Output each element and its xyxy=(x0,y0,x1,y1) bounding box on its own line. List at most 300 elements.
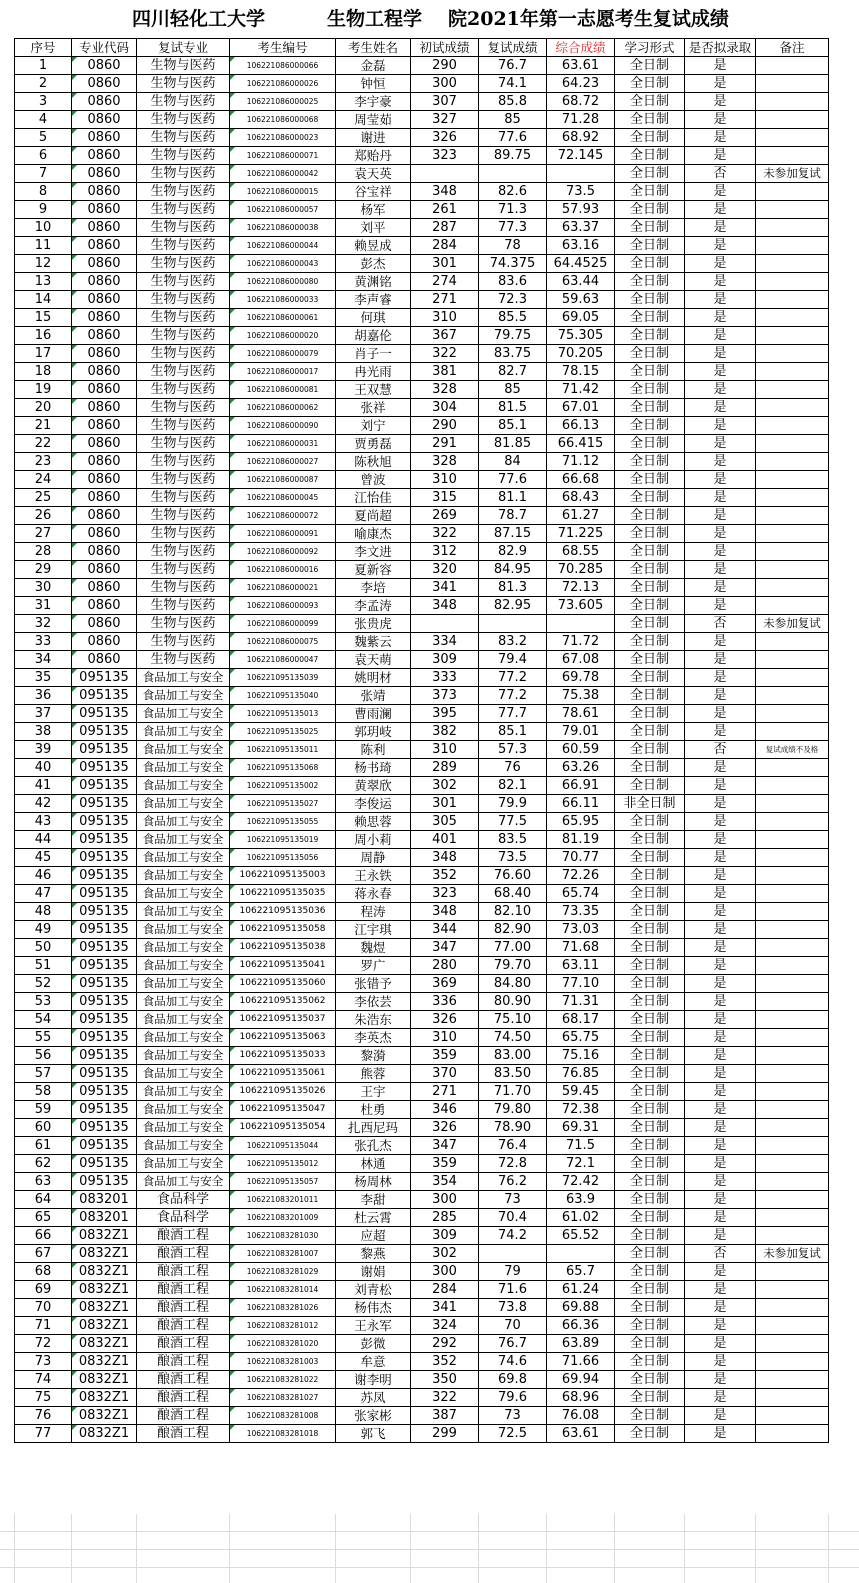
cell-major[interactable]: 生物与医药 xyxy=(137,651,230,669)
cell-initial-score[interactable]: 302 xyxy=(411,1245,479,1263)
cell-name[interactable]: 谷宝祥 xyxy=(336,183,411,201)
cell-remark[interactable] xyxy=(756,777,829,795)
cell-retest-score[interactable]: 57.3 xyxy=(479,741,547,759)
cell-index[interactable]: 14 xyxy=(15,291,72,309)
cell-initial-score[interactable]: 341 xyxy=(411,579,479,597)
cell-major[interactable]: 食品加工与安全 xyxy=(137,777,230,795)
cell-major[interactable]: 生物与医药 xyxy=(137,129,230,147)
cell-remark[interactable] xyxy=(756,597,829,615)
cell-study-mode[interactable]: 全日制 xyxy=(615,75,685,93)
cell-major[interactable]: 食品加工与安全 xyxy=(137,1011,230,1029)
cell-index[interactable]: 67 xyxy=(15,1245,72,1263)
cell-major-code[interactable]: 095135 xyxy=(72,867,137,885)
cell-index[interactable]: 34 xyxy=(15,651,72,669)
cell-major-code[interactable]: 095135 xyxy=(72,1029,137,1047)
cell-total-score[interactable]: 63.61 xyxy=(547,1425,615,1443)
cell-name[interactable]: 杜勇 xyxy=(336,1101,411,1119)
cell-major[interactable]: 食品加工与安全 xyxy=(137,795,230,813)
cell-retest-score[interactable]: 70.4 xyxy=(479,1209,547,1227)
cell-study-mode[interactable]: 全日制 xyxy=(615,1299,685,1317)
cell-name[interactable]: 江宇琪 xyxy=(336,921,411,939)
cell-major-code[interactable]: 0860 xyxy=(72,363,137,381)
cell-initial-score[interactable]: 401 xyxy=(411,831,479,849)
cell-major[interactable]: 生物与医药 xyxy=(137,597,230,615)
cell-major-code[interactable]: 095135 xyxy=(72,759,137,777)
cell-study-mode[interactable]: 全日制 xyxy=(615,363,685,381)
cell-initial-score[interactable] xyxy=(411,615,479,633)
cell-remark[interactable] xyxy=(756,363,829,381)
cell-study-mode[interactable]: 全日制 xyxy=(615,1209,685,1227)
cell-exam-id[interactable]: 106221095135058 xyxy=(230,921,336,939)
cell-name[interactable]: 王双慧 xyxy=(336,381,411,399)
cell-admitted[interactable]: 是 xyxy=(685,1029,756,1047)
cell-initial-score[interactable]: 315 xyxy=(411,489,479,507)
cell-initial-score[interactable]: 370 xyxy=(411,1065,479,1083)
cell-study-mode[interactable]: 全日制 xyxy=(615,435,685,453)
cell-exam-id[interactable]: 106221095135037 xyxy=(230,1011,336,1029)
cell-retest-score[interactable] xyxy=(479,165,547,183)
cell-name[interactable]: 杨周林 xyxy=(336,1173,411,1191)
cell-admitted[interactable]: 是 xyxy=(685,543,756,561)
cell-index[interactable]: 2 xyxy=(15,75,72,93)
cell-remark[interactable] xyxy=(756,1209,829,1227)
cell-name[interactable]: 赖昱成 xyxy=(336,237,411,255)
cell-total-score[interactable]: 75.305 xyxy=(547,327,615,345)
cell-exam-id[interactable]: 106221083201011 xyxy=(230,1191,336,1209)
cell-remark[interactable] xyxy=(756,147,829,165)
cell-major[interactable]: 酿酒工程 xyxy=(137,1281,230,1299)
cell-name[interactable]: 谢娟 xyxy=(336,1263,411,1281)
cell-admitted[interactable]: 是 xyxy=(685,345,756,363)
cell-study-mode[interactable]: 全日制 xyxy=(615,1227,685,1245)
cell-initial-score[interactable]: 261 xyxy=(411,201,479,219)
cell-total-score[interactable]: 75.38 xyxy=(547,687,615,705)
cell-index[interactable]: 55 xyxy=(15,1029,72,1047)
cell-name[interactable]: 魏紫云 xyxy=(336,633,411,651)
cell-initial-score[interactable]: 307 xyxy=(411,93,479,111)
cell-index[interactable]: 64 xyxy=(15,1191,72,1209)
cell-remark[interactable] xyxy=(756,813,829,831)
cell-study-mode[interactable]: 全日制 xyxy=(615,165,685,183)
cell-retest-score[interactable]: 71.70 xyxy=(479,1083,547,1101)
cell-initial-score[interactable]: 310 xyxy=(411,309,479,327)
cell-study-mode[interactable]: 全日制 xyxy=(615,705,685,723)
cell-study-mode[interactable]: 全日制 xyxy=(615,957,685,975)
cell-major-code[interactable]: 095135 xyxy=(72,795,137,813)
cell-exam-id[interactable]: 106221086000062 xyxy=(230,399,336,417)
cell-study-mode[interactable]: 全日制 xyxy=(615,1407,685,1425)
cell-name[interactable]: 李俊运 xyxy=(336,795,411,813)
cell-major-code[interactable]: 0860 xyxy=(72,579,137,597)
cell-major[interactable]: 食品加工与安全 xyxy=(137,813,230,831)
cell-remark[interactable] xyxy=(756,921,829,939)
cell-retest-score[interactable]: 78.90 xyxy=(479,1119,547,1137)
cell-exam-id[interactable]: 106221086000023 xyxy=(230,129,336,147)
cell-major-code[interactable]: 095135 xyxy=(72,669,137,687)
cell-remark[interactable] xyxy=(756,957,829,975)
cell-major[interactable]: 生物与医药 xyxy=(137,417,230,435)
cell-remark[interactable]: 复试成绩不及格 xyxy=(756,741,829,759)
cell-retest-score[interactable]: 77.2 xyxy=(479,687,547,705)
cell-exam-id[interactable]: 106221083281003 xyxy=(230,1353,336,1371)
cell-retest-score[interactable]: 77.6 xyxy=(479,471,547,489)
cell-exam-id[interactable]: 106221095135054 xyxy=(230,1119,336,1137)
cell-retest-score[interactable]: 84.80 xyxy=(479,975,547,993)
cell-major[interactable]: 生物与医药 xyxy=(137,435,230,453)
cell-total-score[interactable]: 69.05 xyxy=(547,309,615,327)
cell-major[interactable]: 生物与医药 xyxy=(137,57,230,75)
cell-study-mode[interactable]: 全日制 xyxy=(615,633,685,651)
cell-major[interactable]: 生物与医药 xyxy=(137,489,230,507)
cell-admitted[interactable]: 是 xyxy=(685,1299,756,1317)
cell-exam-id[interactable]: 106221095135044 xyxy=(230,1137,336,1155)
cell-remark[interactable] xyxy=(756,831,829,849)
cell-major[interactable]: 酿酒工程 xyxy=(137,1227,230,1245)
cell-exam-id[interactable]: 106221095135057 xyxy=(230,1173,336,1191)
cell-total-score[interactable]: 66.36 xyxy=(547,1317,615,1335)
cell-admitted[interactable]: 是 xyxy=(685,579,756,597)
cell-retest-score[interactable]: 89.75 xyxy=(479,147,547,165)
cell-name[interactable]: 杨伟杰 xyxy=(336,1299,411,1317)
cell-major-code[interactable]: 0832Z1 xyxy=(72,1425,137,1443)
cell-index[interactable]: 25 xyxy=(15,489,72,507)
cell-index[interactable]: 12 xyxy=(15,255,72,273)
cell-major[interactable]: 生物与医药 xyxy=(137,201,230,219)
cell-retest-score[interactable]: 85.5 xyxy=(479,309,547,327)
cell-name[interactable]: 姚明材 xyxy=(336,669,411,687)
cell-study-mode[interactable]: 全日制 xyxy=(615,453,685,471)
cell-initial-score[interactable]: 328 xyxy=(411,381,479,399)
cell-name[interactable]: 刘平 xyxy=(336,219,411,237)
cell-major[interactable]: 酿酒工程 xyxy=(137,1371,230,1389)
cell-study-mode[interactable]: 全日制 xyxy=(615,291,685,309)
cell-index[interactable]: 56 xyxy=(15,1047,72,1065)
cell-study-mode[interactable]: 全日制 xyxy=(615,183,685,201)
cell-major-code[interactable]: 0860 xyxy=(72,309,137,327)
cell-retest-score[interactable]: 79 xyxy=(479,1263,547,1281)
cell-study-mode[interactable]: 全日制 xyxy=(615,309,685,327)
cell-retest-score[interactable]: 82.10 xyxy=(479,903,547,921)
cell-name[interactable]: 陈利 xyxy=(336,741,411,759)
cell-remark[interactable] xyxy=(756,183,829,201)
cell-name[interactable]: 刘青松 xyxy=(336,1281,411,1299)
cell-exam-id[interactable]: 106221086000043 xyxy=(230,255,336,273)
cell-index[interactable]: 51 xyxy=(15,957,72,975)
cell-total-score[interactable]: 69.31 xyxy=(547,1119,615,1137)
cell-study-mode[interactable]: 全日制 xyxy=(615,993,685,1011)
cell-name[interactable]: 李声睿 xyxy=(336,291,411,309)
cell-retest-score[interactable]: 81.3 xyxy=(479,579,547,597)
cell-study-mode[interactable]: 全日制 xyxy=(615,867,685,885)
cell-total-score[interactable]: 68.72 xyxy=(547,93,615,111)
cell-total-score[interactable]: 63.89 xyxy=(547,1335,615,1353)
cell-name[interactable]: 李培 xyxy=(336,579,411,597)
cell-remark[interactable] xyxy=(756,1227,829,1245)
cell-study-mode[interactable]: 全日制 xyxy=(615,1029,685,1047)
cell-total-score[interactable] xyxy=(547,1245,615,1263)
cell-total-score[interactable]: 68.17 xyxy=(547,1011,615,1029)
cell-major-code[interactable]: 0832Z1 xyxy=(72,1371,137,1389)
cell-major-code[interactable]: 0860 xyxy=(72,561,137,579)
cell-initial-score[interactable]: 271 xyxy=(411,291,479,309)
cell-retest-score[interactable]: 84.95 xyxy=(479,561,547,579)
cell-major-code[interactable]: 0860 xyxy=(72,615,137,633)
cell-study-mode[interactable]: 全日制 xyxy=(615,507,685,525)
cell-major-code[interactable]: 095135 xyxy=(72,1173,137,1191)
cell-index[interactable]: 23 xyxy=(15,453,72,471)
cell-major[interactable]: 酿酒工程 xyxy=(137,1317,230,1335)
cell-major-code[interactable]: 0860 xyxy=(72,633,137,651)
cell-total-score[interactable]: 69.78 xyxy=(547,669,615,687)
cell-exam-id[interactable]: 106221086000068 xyxy=(230,111,336,129)
cell-study-mode[interactable]: 全日制 xyxy=(615,975,685,993)
cell-study-mode[interactable]: 全日制 xyxy=(615,597,685,615)
cell-admitted[interactable]: 是 xyxy=(685,237,756,255)
cell-major[interactable]: 食品加工与安全 xyxy=(137,1101,230,1119)
cell-retest-score[interactable]: 83.75 xyxy=(479,345,547,363)
cell-major[interactable]: 食品加工与安全 xyxy=(137,885,230,903)
cell-total-score[interactable]: 68.43 xyxy=(547,489,615,507)
cell-index[interactable]: 38 xyxy=(15,723,72,741)
cell-remark[interactable]: 未参加复试 xyxy=(756,165,829,183)
cell-admitted[interactable]: 是 xyxy=(685,777,756,795)
cell-remark[interactable] xyxy=(756,1101,829,1119)
cell-index[interactable]: 58 xyxy=(15,1083,72,1101)
cell-study-mode[interactable]: 全日制 xyxy=(615,1191,685,1209)
cell-admitted[interactable]: 是 xyxy=(685,507,756,525)
cell-index[interactable]: 59 xyxy=(15,1101,72,1119)
cell-initial-score[interactable]: 320 xyxy=(411,561,479,579)
cell-admitted[interactable]: 是 xyxy=(685,813,756,831)
cell-admitted[interactable]: 是 xyxy=(685,273,756,291)
cell-name[interactable]: 李文进 xyxy=(336,543,411,561)
cell-major[interactable]: 食品加工与安全 xyxy=(137,1137,230,1155)
cell-major[interactable]: 生物与医药 xyxy=(137,237,230,255)
cell-major[interactable]: 食品加工与安全 xyxy=(137,705,230,723)
cell-major[interactable]: 食品加工与安全 xyxy=(137,1119,230,1137)
cell-retest-score[interactable]: 77.2 xyxy=(479,669,547,687)
cell-major[interactable]: 食品加工与安全 xyxy=(137,1083,230,1101)
cell-admitted[interactable]: 是 xyxy=(685,849,756,867)
cell-initial-score[interactable]: 322 xyxy=(411,525,479,543)
cell-name[interactable]: 夏新容 xyxy=(336,561,411,579)
cell-initial-score[interactable]: 310 xyxy=(411,741,479,759)
cell-index[interactable]: 72 xyxy=(15,1335,72,1353)
cell-retest-score[interactable]: 83.2 xyxy=(479,633,547,651)
cell-initial-score[interactable]: 326 xyxy=(411,1011,479,1029)
cell-major-code[interactable]: 0860 xyxy=(72,183,137,201)
cell-index[interactable]: 36 xyxy=(15,687,72,705)
cell-retest-score[interactable]: 82.7 xyxy=(479,363,547,381)
cell-name[interactable]: 张家彬 xyxy=(336,1407,411,1425)
cell-name[interactable]: 喻康杰 xyxy=(336,525,411,543)
cell-study-mode[interactable]: 全日制 xyxy=(615,723,685,741)
cell-total-score[interactable]: 71.225 xyxy=(547,525,615,543)
cell-index[interactable]: 52 xyxy=(15,975,72,993)
cell-major-code[interactable]: 0860 xyxy=(72,327,137,345)
cell-index[interactable]: 68 xyxy=(15,1263,72,1281)
cell-retest-score[interactable]: 74.2 xyxy=(479,1227,547,1245)
cell-major[interactable]: 生物与医药 xyxy=(137,75,230,93)
cell-admitted[interactable]: 是 xyxy=(685,399,756,417)
cell-major[interactable]: 生物与医药 xyxy=(137,543,230,561)
cell-name[interactable]: 牟意 xyxy=(336,1353,411,1371)
cell-admitted[interactable]: 是 xyxy=(685,219,756,237)
cell-remark[interactable] xyxy=(756,381,829,399)
column-header[interactable]: 备注 xyxy=(756,39,829,57)
cell-retest-score[interactable]: 82.1 xyxy=(479,777,547,795)
cell-index[interactable]: 4 xyxy=(15,111,72,129)
cell-admitted[interactable]: 是 xyxy=(685,1173,756,1191)
cell-total-score[interactable]: 72.26 xyxy=(547,867,615,885)
cell-remark[interactable] xyxy=(756,219,829,237)
cell-total-score[interactable]: 69.94 xyxy=(547,1371,615,1389)
cell-remark[interactable] xyxy=(756,903,829,921)
cell-major-code[interactable]: 0832Z1 xyxy=(72,1317,137,1335)
cell-index[interactable]: 53 xyxy=(15,993,72,1011)
cell-exam-id[interactable]: 106221095135035 xyxy=(230,885,336,903)
cell-retest-score[interactable]: 83.5 xyxy=(479,831,547,849)
cell-study-mode[interactable]: 全日制 xyxy=(615,1011,685,1029)
cell-remark[interactable] xyxy=(756,1047,829,1065)
column-header[interactable]: 复试专业 xyxy=(137,39,230,57)
cell-exam-id[interactable]: 106221095135047 xyxy=(230,1101,336,1119)
cell-retest-score[interactable]: 81.1 xyxy=(479,489,547,507)
cell-initial-score[interactable]: 274 xyxy=(411,273,479,291)
cell-initial-score[interactable]: 347 xyxy=(411,1137,479,1155)
cell-retest-score[interactable]: 77.5 xyxy=(479,813,547,831)
cell-remark[interactable] xyxy=(756,471,829,489)
cell-admitted[interactable]: 是 xyxy=(685,93,756,111)
cell-major-code[interactable]: 095135 xyxy=(72,1137,137,1155)
cell-name[interactable]: 肖子一 xyxy=(336,345,411,363)
cell-major[interactable]: 生物与医药 xyxy=(137,273,230,291)
cell-admitted[interactable]: 否 xyxy=(685,615,756,633)
cell-total-score[interactable]: 72.42 xyxy=(547,1173,615,1191)
cell-major-code[interactable]: 0832Z1 xyxy=(72,1263,137,1281)
cell-index[interactable]: 10 xyxy=(15,219,72,237)
cell-exam-id[interactable]: 106221095135002 xyxy=(230,777,336,795)
cell-total-score[interactable]: 71.66 xyxy=(547,1353,615,1371)
cell-name[interactable]: 曹雨澜 xyxy=(336,705,411,723)
cell-index[interactable]: 54 xyxy=(15,1011,72,1029)
cell-admitted[interactable]: 是 xyxy=(685,1191,756,1209)
cell-index[interactable]: 6 xyxy=(15,147,72,165)
cell-index[interactable]: 17 xyxy=(15,345,72,363)
cell-major-code[interactable]: 095135 xyxy=(72,993,137,1011)
cell-admitted[interactable]: 是 xyxy=(685,561,756,579)
cell-admitted[interactable]: 否 xyxy=(685,741,756,759)
cell-retest-score[interactable]: 79.80 xyxy=(479,1101,547,1119)
column-header[interactable]: 初试成绩 xyxy=(411,39,479,57)
cell-admitted[interactable]: 是 xyxy=(685,489,756,507)
cell-major[interactable]: 生物与医药 xyxy=(137,327,230,345)
cell-index[interactable]: 49 xyxy=(15,921,72,939)
cell-retest-score[interactable]: 77.7 xyxy=(479,705,547,723)
cell-major[interactable]: 生物与医药 xyxy=(137,291,230,309)
cell-major-code[interactable]: 0832Z1 xyxy=(72,1227,137,1245)
cell-initial-score[interactable]: 373 xyxy=(411,687,479,705)
cell-index[interactable]: 76 xyxy=(15,1407,72,1425)
cell-exam-id[interactable]: 106221086000017 xyxy=(230,363,336,381)
cell-total-score[interactable]: 78.15 xyxy=(547,363,615,381)
cell-remark[interactable] xyxy=(756,237,829,255)
cell-major-code[interactable]: 0860 xyxy=(72,471,137,489)
cell-index[interactable]: 13 xyxy=(15,273,72,291)
cell-index[interactable]: 45 xyxy=(15,849,72,867)
cell-exam-id[interactable]: 106221095135013 xyxy=(230,705,336,723)
cell-study-mode[interactable]: 全日制 xyxy=(615,831,685,849)
cell-index[interactable]: 27 xyxy=(15,525,72,543)
cell-admitted[interactable]: 是 xyxy=(685,1101,756,1119)
cell-major[interactable]: 食品科学 xyxy=(137,1209,230,1227)
cell-total-score[interactable]: 59.63 xyxy=(547,291,615,309)
cell-initial-score[interactable]: 302 xyxy=(411,777,479,795)
cell-major[interactable]: 食品加工与安全 xyxy=(137,1155,230,1173)
cell-exam-id[interactable]: 106221086000021 xyxy=(230,579,336,597)
cell-initial-score[interactable]: 334 xyxy=(411,633,479,651)
cell-total-score[interactable]: 75.16 xyxy=(547,1047,615,1065)
cell-admitted[interactable]: 是 xyxy=(685,939,756,957)
cell-total-score[interactable]: 77.10 xyxy=(547,975,615,993)
cell-total-score[interactable]: 63.37 xyxy=(547,219,615,237)
cell-initial-score[interactable]: 300 xyxy=(411,75,479,93)
cell-major[interactable]: 生物与医药 xyxy=(137,561,230,579)
cell-total-score[interactable]: 67.08 xyxy=(547,651,615,669)
cell-admitted[interactable]: 是 xyxy=(685,57,756,75)
cell-name[interactable]: 李孟涛 xyxy=(336,597,411,615)
cell-retest-score[interactable]: 83.50 xyxy=(479,1065,547,1083)
cell-exam-id[interactable]: 106221083281027 xyxy=(230,1389,336,1407)
cell-total-score[interactable]: 71.72 xyxy=(547,633,615,651)
cell-initial-score[interactable]: 336 xyxy=(411,993,479,1011)
cell-initial-score[interactable]: 305 xyxy=(411,813,479,831)
cell-index[interactable]: 40 xyxy=(15,759,72,777)
cell-remark[interactable] xyxy=(756,1191,829,1209)
cell-retest-score[interactable]: 78 xyxy=(479,237,547,255)
cell-retest-score[interactable]: 85.8 xyxy=(479,93,547,111)
cell-major[interactable]: 食品加工与安全 xyxy=(137,669,230,687)
cell-index[interactable]: 5 xyxy=(15,129,72,147)
cell-remark[interactable] xyxy=(756,489,829,507)
cell-index[interactable]: 37 xyxy=(15,705,72,723)
cell-retest-score[interactable]: 76.60 xyxy=(479,867,547,885)
cell-name[interactable]: 袁天英 xyxy=(336,165,411,183)
cell-remark[interactable] xyxy=(756,399,829,417)
cell-admitted[interactable]: 是 xyxy=(685,1011,756,1029)
cell-name[interactable]: 杨书琦 xyxy=(336,759,411,777)
cell-remark[interactable] xyxy=(756,849,829,867)
cell-name[interactable]: 谢进 xyxy=(336,129,411,147)
cell-exam-id[interactable]: 106221086000090 xyxy=(230,417,336,435)
cell-total-score[interactable]: 63.26 xyxy=(547,759,615,777)
cell-name[interactable]: 周静 xyxy=(336,849,411,867)
cell-exam-id[interactable]: 106221095135062 xyxy=(230,993,336,1011)
cell-initial-score[interactable]: 348 xyxy=(411,183,479,201)
cell-name[interactable]: 陈秋旭 xyxy=(336,453,411,471)
cell-study-mode[interactable]: 非全日制 xyxy=(615,795,685,813)
column-header[interactable]: 综合成绩 xyxy=(547,39,615,57)
cell-major[interactable]: 酿酒工程 xyxy=(137,1425,230,1443)
cell-major-code[interactable]: 095135 xyxy=(72,705,137,723)
cell-remark[interactable] xyxy=(756,543,829,561)
cell-name[interactable]: 李英杰 xyxy=(336,1029,411,1047)
cell-retest-score[interactable]: 80.90 xyxy=(479,993,547,1011)
cell-remark[interactable] xyxy=(756,1173,829,1191)
cell-admitted[interactable]: 否 xyxy=(685,1245,756,1263)
cell-retest-score[interactable]: 77.6 xyxy=(479,129,547,147)
cell-name[interactable]: 冉光雨 xyxy=(336,363,411,381)
